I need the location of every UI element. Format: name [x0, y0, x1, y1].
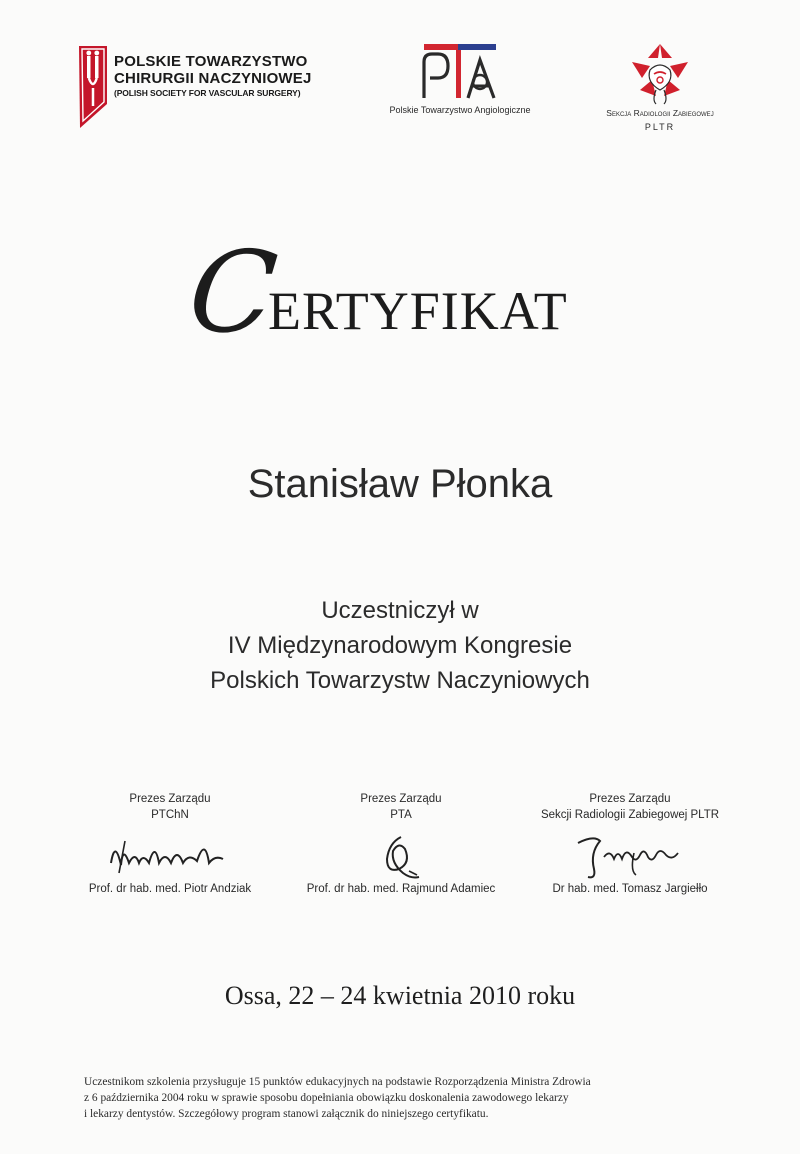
- statement-line: IV Międzynarodowym Kongresie: [227, 632, 573, 659]
- pta-logo: [370, 38, 550, 128]
- title-rest: ERTYFIKAT: [268, 281, 568, 341]
- signatory-organization: PTA: [390, 809, 412, 821]
- signatory-name: Prof. dr hab. med. Piotr Andziak: [88, 883, 252, 895]
- signature-jargiello-icon: [570, 833, 690, 883]
- ptchn-name-english: (POLISH SOCIETY FOR VASCULAR SURGERY): [114, 88, 301, 98]
- signature-block-pltr: [500, 791, 760, 897]
- event-place-date: Ossa, 22 – 24 kwietnia 2010 roku: [224, 981, 576, 1010]
- signatory-organization: Sekcji Radiologii Zabiegowej PLTR: [540, 809, 720, 821]
- ptchn-name-line2: CHIRURGII NACZYNIOWEJ: [114, 70, 312, 87]
- recipient-name: Stanisław Płonka: [247, 462, 553, 506]
- pltr-logo: [580, 38, 740, 138]
- signatory-name: Prof. dr hab. med. Rajmund Adamiec: [306, 883, 496, 895]
- statement-line: Polskich Towarzystw Naczyniowych: [210, 667, 590, 694]
- pltr-abbreviation: PLTR: [644, 122, 676, 132]
- pltr-caption: Sekcja Radiologii Zabiegowej: [606, 108, 714, 118]
- footnote-line: z 6 października 2004 roku w sprawie sposobu dopełniania obowiązku doskonalenia zawodowego lekarzy: [84, 1092, 569, 1104]
- pta-logo-icon: [418, 42, 502, 100]
- ptchn-name-line1: POLSKIE TOWARZYSTWO: [114, 53, 308, 70]
- title-initial: C: [183, 228, 283, 358]
- ptchn-emblem-icon: [78, 44, 108, 130]
- signature-adamiec-icon: [371, 833, 431, 883]
- ptchn-logo: [78, 44, 348, 134]
- signature-andziak-icon: [105, 833, 235, 877]
- pta-caption: Polskie Towarzystwo Angiologiczne: [389, 105, 531, 115]
- participation-statement: [0, 593, 800, 698]
- footnote-line: i lekarzy dentystów. Szczegółowy program stanowi załącznik do niniejszego certyfikatu.: [84, 1108, 489, 1120]
- signatory-role: Prezes Zarządu: [129, 793, 211, 805]
- signatory-organization: PTChN: [151, 809, 189, 821]
- certificate-title: [183, 228, 610, 365]
- statement-line: Uczestniczył w: [321, 597, 479, 624]
- signatory-role: Prezes Zarządu: [360, 793, 442, 805]
- signature-block-pta: [271, 791, 531, 897]
- signatory-role: Prezes Zarządu: [589, 793, 671, 805]
- cme-points-footnote: [84, 1074, 744, 1122]
- signatory-name: Dr hab. med. Tomasz Jargiełło: [552, 883, 708, 895]
- pltr-emblem-icon: [626, 40, 694, 106]
- signature-block-ptchn: [40, 791, 300, 897]
- footnote-line: Uczestnikom szkolenia przysługuje 15 punktów edukacyjnych na podstawie Rozporządzenia Ministra Zdrowia: [84, 1076, 591, 1088]
